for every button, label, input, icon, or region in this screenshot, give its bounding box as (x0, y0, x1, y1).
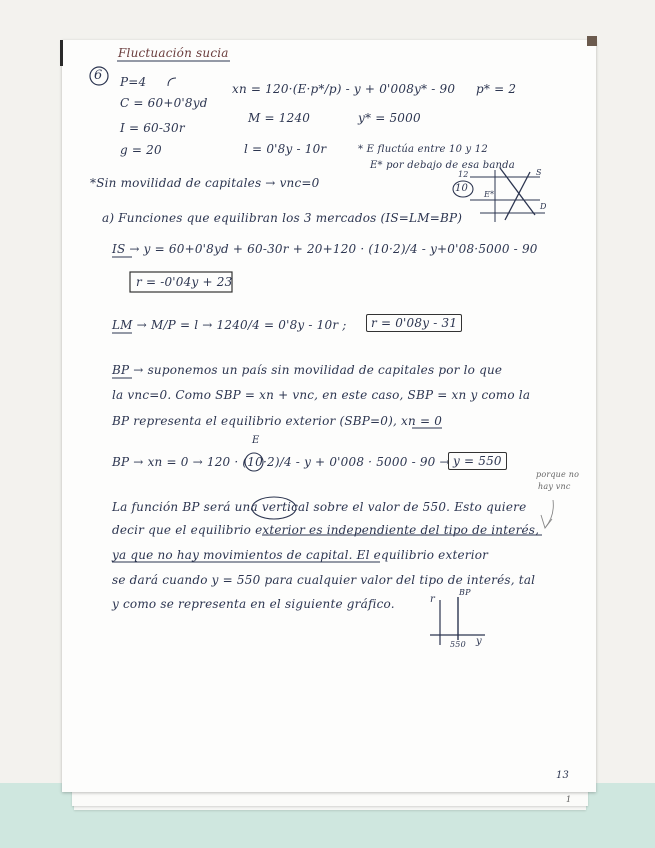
graph-r-label: r (430, 594, 435, 605)
bp-text-1: BP → suponemos un país sin movilidad de capitales por lo que (112, 363, 503, 377)
is-result: r = -0'04y + 23 (136, 275, 233, 289)
data-m: M = 1240 (248, 111, 311, 125)
page-number: 13 (556, 770, 570, 781)
data-xn: xn = 120·(E·p*/p) - y + 0'008y* - 90 (232, 82, 456, 96)
data-ystar: y* = 5000 (358, 111, 421, 125)
data-p: P=4 (120, 75, 147, 89)
data-g: g = 20 (120, 143, 162, 157)
problem-title: Fluctuación sucia (118, 46, 229, 60)
data-c: C = 60+0'8yd (120, 96, 208, 110)
paragraph-line-2: decir que el equilibrio exterior es independiente del tipo de interés, (112, 523, 540, 537)
paragraph-line-3: ya que no hay movimientos de capital. El equilibrio exterior (112, 548, 489, 562)
data-i: I = 60-30r (120, 121, 185, 135)
bp-equation: BP → xn = 0 → 120 · (10·2)/4 - y + 0'008 · 5000 - 90 → (112, 455, 450, 469)
fig-label-12: 12 (458, 170, 469, 179)
fig-label-10: 10 (455, 183, 469, 194)
part-a-header: a) Funciones que equilibran los 3 mercados (IS=LM=BP) (102, 211, 463, 225)
fig-label-d: D (540, 202, 547, 211)
is-equation: IS → y = 60+0'8yd + 60-30r + 20+120 · (10·2)/4 - y+0'08·5000 - 90 (112, 242, 538, 256)
mobility-note (90, 176, 320, 190)
bp-text-2: la vnc=0. Como SBP = xn + vnc, en este caso, SBP = xn y como la (112, 388, 531, 402)
graph-bp-label: BP (459, 588, 471, 597)
lm-equation: LM → M/P = l → 1240/4 = 0'8y - 10r ; (112, 318, 347, 332)
e-band-note: * E fluctúa entre 10 y 12 (358, 144, 488, 155)
bp-text-3: BP representa el equilibrio exterior (SBP=0), xn = 0 (112, 414, 443, 428)
problem-number: 6 (94, 68, 103, 83)
bp-e-mark: E (252, 435, 260, 446)
paragraph-line-5: y como se representa en el siguiente gráfico. (112, 597, 395, 611)
margin-note-2: hay vnc (538, 482, 571, 491)
margin-note-1: porque no (536, 470, 580, 479)
bp-result: y = 550 (448, 452, 507, 470)
graph-y-label: y (476, 636, 482, 647)
data-l: l = 0'8y - 10r (244, 142, 327, 156)
lm-result: r = 0'08y - 31 (366, 314, 462, 332)
paragraph-line-4: se dará cuando y = 550 para cualquier valor del tipo de interés, tal (112, 573, 536, 587)
paragraph-line-1: La función BP será una vertical sobre el valor de 550. Esto quiere (112, 500, 527, 514)
fig-label-s: S (536, 168, 542, 177)
e-star-note: E* por debajo de esa banda (370, 160, 515, 171)
data-pstar: p* = 2 (476, 82, 517, 96)
graph-550-label: 550 (450, 640, 466, 649)
page-number-under: 1 (566, 795, 572, 804)
fig-label-estar: E* (484, 190, 495, 199)
mobility-text: *Sin movilidad de capitales → vnc=0 (90, 176, 320, 190)
